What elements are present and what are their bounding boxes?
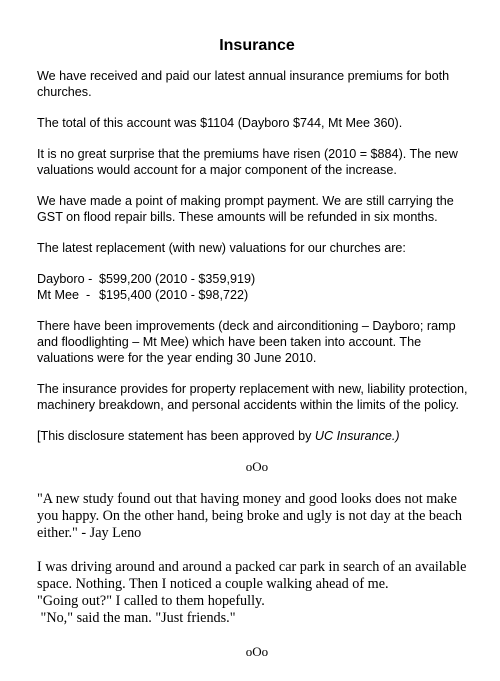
valuation-row-mt-mee xyxy=(37,287,477,303)
paragraph-prompt-payment: We have made a point of making prompt payment. We are still carrying the GST on flood repair bills. These amounts will be refunded in six months. xyxy=(37,194,454,224)
jay-leno-quote: "A new study found out that having money and good looks does not make you happy. On the other hand, being broke and ugly is not day at the beach either." - Jay Leno xyxy=(37,491,462,541)
paragraph-premiums-paid: We have received and paid our latest annual insurance premiums for both churches. xyxy=(37,69,450,99)
section-separator: oOo xyxy=(245,459,269,474)
insurance-article xyxy=(37,68,477,444)
valuation-church: Mt Mee - xyxy=(37,288,91,302)
valuation-row-dayboro xyxy=(37,271,477,287)
disclosure-statement xyxy=(37,428,477,444)
disclosure-text: [This disclosure statement has been approved by xyxy=(37,429,315,443)
insurer-name: UC Insurance.) xyxy=(314,429,400,443)
paragraph-account-total: The total of this account was $1104 (Dayboro $744, Mt Mee 360). xyxy=(37,116,403,130)
joke-line: "Going out?" I called to them hopefully. xyxy=(37,593,265,609)
valuations-list xyxy=(37,271,477,303)
page-title: Insurance xyxy=(219,37,295,54)
valuation-amount: $599,200 (2010 - $359,919) xyxy=(99,272,256,286)
paragraph-coverage: The insurance provides for property replacement with new, liability protection, machinery breakdown, and personal accidents within the limits of the policy. xyxy=(37,382,468,412)
humour-section xyxy=(37,491,477,627)
paragraph-premiums-risen: It is no great surprise that the premiums have risen (2010 = $884). The new valuations would account for a major component of the increase. xyxy=(37,147,458,177)
paragraph-valuations-intro: The latest replacement (with new) valuations for our churches are: xyxy=(37,241,406,255)
section-separator-bottom: oOo xyxy=(245,644,269,659)
joke-line: I was driving around and around a packed car park in search of an available space. Nothing. Then I noticed a couple walking ahead of me. xyxy=(37,559,467,592)
car-park-joke xyxy=(37,559,477,627)
joke-line: "No," said the man. "Just friends." xyxy=(37,610,236,626)
newsletter-page xyxy=(37,36,477,676)
paragraph-improvements: There have been improvements (deck and airconditioning – Dayboro; ramp and floodlighting – Mt Mee) which have been taken into account. The valuations were for the year ending 30 June 2010. xyxy=(37,319,456,365)
valuation-church: Dayboro - xyxy=(37,272,93,286)
valuation-amount: $195,400 (2010 - $98,722) xyxy=(99,288,249,302)
